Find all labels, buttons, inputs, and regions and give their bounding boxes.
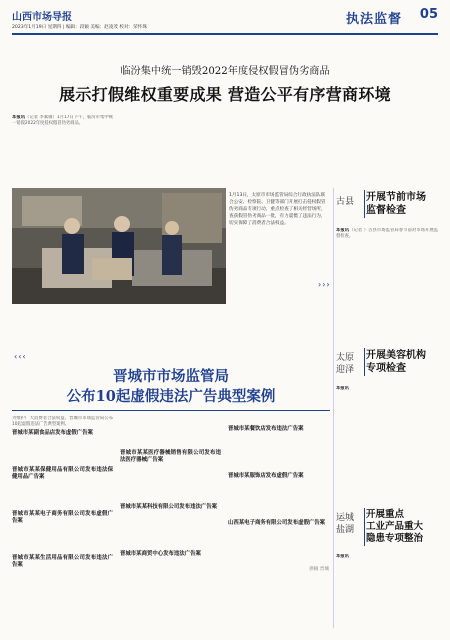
case-heading: 晋城市某服饰店发布虚假广告案 [228, 473, 304, 479]
middle-rule [12, 410, 330, 411]
case-heading: 晋城市某商贸中心发布违法广告案 [120, 551, 201, 557]
lead-column-3 [228, 115, 329, 181]
place-line: 运城 [336, 513, 355, 523]
case-heading: 晋城市某某医疗器械销售有限公司发布违法医疗器械广告案 [120, 450, 221, 463]
right-story-header [336, 506, 438, 552]
right-column [336, 188, 438, 628]
column-divider [333, 188, 334, 628]
page-number: 05 [419, 7, 438, 22]
case-heading: 晋城市某副食品店发布虚假广告案 [12, 430, 93, 436]
title-bar [364, 348, 365, 376]
title-bar [364, 508, 365, 546]
right-story-title [366, 509, 423, 545]
news-photo [12, 188, 226, 304]
title-line: 专项检查 [366, 363, 406, 374]
middle-headline [12, 367, 330, 407]
headline-line: 晋城市市场监管局 [113, 368, 229, 385]
title-bar [364, 190, 365, 218]
middle-column-1 [12, 416, 113, 628]
paper-name: 山西市场导报 [12, 12, 72, 23]
photo-caption: 1月13日，太原市市场监管局综合行政执法队联合公安、检察院、卫健等部门开展打击侵权假冒伪劣商品专项行动，重点检查了相关经营场所，查获假冒伪劣商品一批，有力震慑了违法行为，切实保障了消费者合法权益。 [229, 193, 326, 226]
right-story-title [366, 349, 426, 375]
right-story-yanhu [336, 506, 438, 559]
right-story-body [336, 386, 438, 502]
issue-line: 2023年1月19日 星期四 | 编辑：段颖 美编：赵凌茂 校对：荣怀珠 [12, 25, 147, 30]
case-heading: 晋城市某某生活用品有限公司发布违法广告案 [12, 555, 113, 568]
lead-byline: 本报讯 [12, 115, 26, 120]
lead-body-text: （记者 李素敏）1月17日下午，临汾市集中统一销毁2022年度侵权假冒伪劣商品。 [12, 115, 113, 126]
decorative-chevrons: ‹‹‹ [14, 352, 27, 361]
title-line: 隐患专项整治 [366, 533, 424, 544]
right-story-body [336, 554, 438, 628]
title-line: 监督检查 [366, 205, 406, 216]
right-story-body [336, 228, 438, 342]
photo-caption-box [226, 188, 332, 284]
story-byline: 本报讯 [336, 386, 349, 391]
right-story-header [336, 188, 438, 228]
middle-column-2 [120, 416, 221, 628]
place-label [336, 352, 354, 376]
case-heading: 晋城市某某保健用品有限公司发布违法保健用品广告案 [12, 467, 113, 480]
headline-line: 公布10起虚假违法广告典型案例 [66, 388, 276, 405]
lead-column-1 [12, 115, 113, 181]
lead-body [12, 115, 438, 181]
right-story-yingze [336, 346, 438, 391]
lead-headline: 展示打假维权重要成果 营造公平有序营商环境 [59, 85, 391, 104]
case-heading: 晋城市某某科技有限公司发布违法广告案 [120, 504, 218, 510]
title-line: 工业产品重大 [366, 521, 424, 532]
right-story-header [336, 346, 438, 386]
title-line: 开展节前市场 [366, 192, 426, 203]
inspection-photo-illustration [12, 188, 226, 304]
right-story-gu-county [336, 188, 438, 239]
case-heading: 晋城市某餐饮店发布违法广告案 [228, 426, 304, 432]
story-body-text: （记者 ）古县市场监管局春节前对市场开展监督检查。 [336, 228, 438, 239]
place-line: 盐湖 [336, 525, 355, 535]
decorative-chevrons: ››› [318, 280, 331, 289]
article-credit: 供稿 晋城 [309, 567, 329, 572]
lead-kicker: 临汾集中统一销毁2022年度侵权假冒伪劣商品 [120, 66, 330, 77]
lead-column-4 [336, 115, 437, 181]
section-title: 执法监督 [345, 12, 402, 27]
lead-column-2 [120, 115, 221, 181]
middle-columns [12, 416, 330, 628]
place-line: 太原 [336, 353, 355, 363]
middle-column-3 [228, 416, 329, 628]
case-heading: 山西某电子商务有限公司发布虚假广告案 [228, 520, 326, 526]
header-rule [12, 33, 438, 35]
title-line: 开展美容机构 [366, 350, 426, 361]
case-heading: 晋城市某某电子商务有限公司发布虚假广告案 [12, 511, 113, 524]
place-line: 迎泽 [336, 365, 355, 375]
right-story-title [366, 191, 426, 217]
title-line: 开展重点 [366, 509, 405, 520]
story-byline: 本报讯 [336, 228, 350, 233]
place-label: 古县 [336, 197, 355, 207]
story-byline: 本报讯 [336, 554, 349, 559]
intro-text: 为维护广大消费者合法权益，晋城市市场监管局公布10起虚假违法广告典型案例。 [12, 416, 113, 427]
place-label [336, 512, 354, 536]
